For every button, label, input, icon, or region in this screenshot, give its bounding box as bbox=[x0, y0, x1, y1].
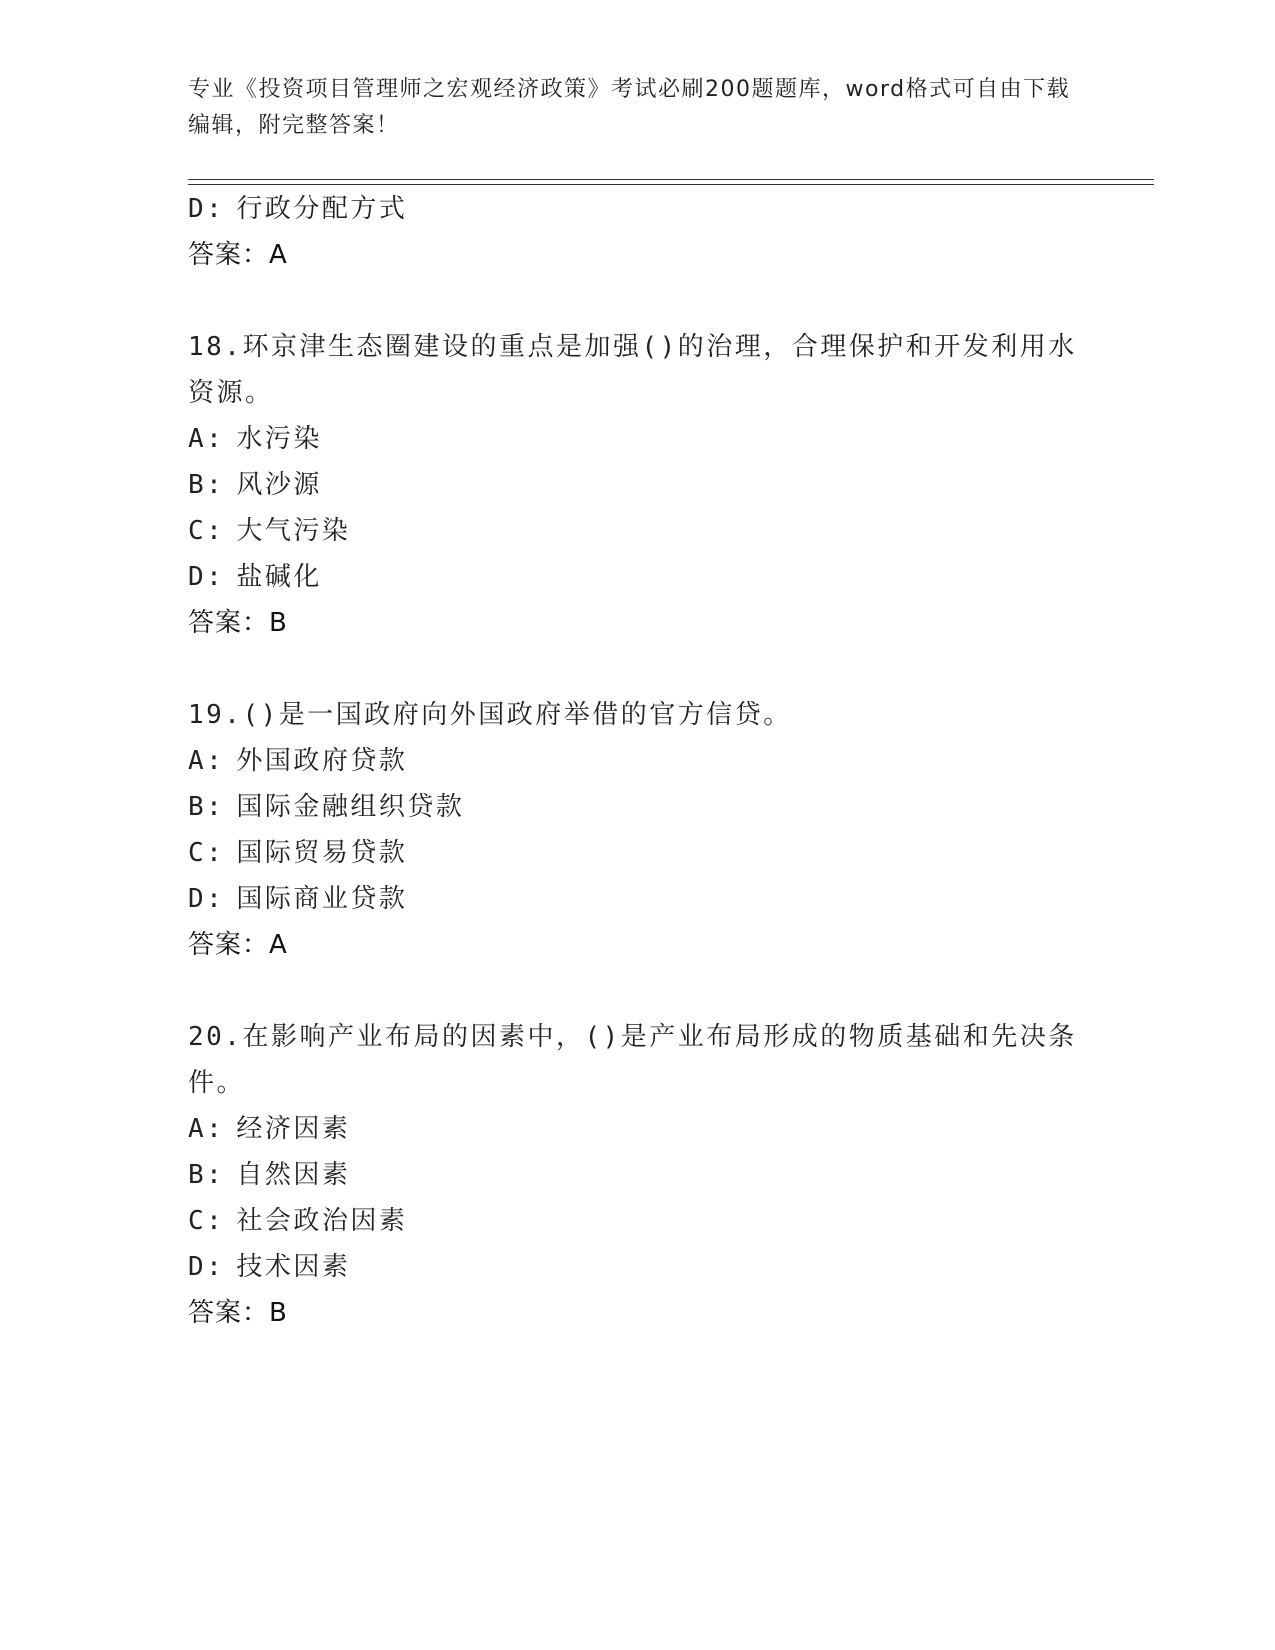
question-stem: 20.在影响产业布局的因素中，()是产业布局形成的物质基础和先决条件。 bbox=[188, 1022, 1077, 1098]
option-text: 国际商业贷款 bbox=[236, 884, 408, 914]
option-b bbox=[188, 784, 1088, 830]
answer-line: 答案：A bbox=[188, 240, 288, 270]
answer-line: 答案：B bbox=[188, 608, 288, 638]
option-text: 水污染 bbox=[236, 424, 322, 454]
question-stem: 18.环京津生态圈建设的重点是加强()的治理，合理保护和开发利用水资源。 bbox=[188, 332, 1077, 408]
option-c bbox=[188, 508, 1088, 554]
option-a bbox=[188, 738, 1088, 784]
option-key: A: bbox=[188, 1114, 225, 1144]
option-key: C: bbox=[188, 838, 225, 868]
header-divider-bottom bbox=[188, 184, 1154, 185]
option-text: 技术因素 bbox=[236, 1252, 351, 1282]
option-key: A: bbox=[188, 424, 225, 454]
option-key: B: bbox=[188, 470, 225, 500]
header-divider-top bbox=[188, 179, 1154, 180]
option-key: C: bbox=[188, 516, 225, 546]
option-d bbox=[188, 876, 1088, 922]
option-b bbox=[188, 1152, 1088, 1198]
option-text: 国际金融组织贷款 bbox=[236, 792, 465, 822]
option-a bbox=[188, 1106, 1088, 1152]
option-text: 行政分配方式 bbox=[236, 194, 408, 224]
option-key: D: bbox=[188, 884, 225, 914]
option-text: 自然因素 bbox=[236, 1160, 351, 1190]
option-text: 国际贸易贷款 bbox=[236, 838, 408, 868]
option-text: 社会政治因素 bbox=[236, 1206, 408, 1236]
option-key: A: bbox=[188, 746, 225, 776]
answer-line: 答案：A bbox=[188, 930, 288, 960]
answer-line: 答案：B bbox=[188, 1298, 288, 1328]
document-header: 专业《投资项目管理师之宏观经济政策》考试必刷200题题库，word格式可自由下载编辑，附完整答案！ bbox=[188, 77, 1071, 138]
option-key: C: bbox=[188, 1206, 225, 1236]
option-key: B: bbox=[188, 1160, 225, 1190]
option-text: 大气污染 bbox=[236, 516, 351, 546]
option-key: B: bbox=[188, 792, 225, 822]
option-d bbox=[188, 186, 1088, 232]
option-c bbox=[188, 1198, 1088, 1244]
option-a bbox=[188, 416, 1088, 462]
option-key: D: bbox=[188, 194, 225, 224]
option-text: 风沙源 bbox=[236, 470, 322, 500]
option-text: 外国政府贷款 bbox=[236, 746, 408, 776]
option-c bbox=[188, 830, 1088, 876]
option-key: D: bbox=[188, 1252, 225, 1282]
option-key: D: bbox=[188, 562, 225, 592]
option-text: 经济因素 bbox=[236, 1114, 351, 1144]
option-b bbox=[188, 462, 1088, 508]
option-d bbox=[188, 554, 1088, 600]
question-stem: 19.()是一国政府向外国政府举借的官方信贷。 bbox=[188, 700, 792, 730]
option-text: 盐碱化 bbox=[236, 562, 322, 592]
option-d bbox=[188, 1244, 1088, 1290]
questions-content bbox=[188, 186, 1088, 1336]
